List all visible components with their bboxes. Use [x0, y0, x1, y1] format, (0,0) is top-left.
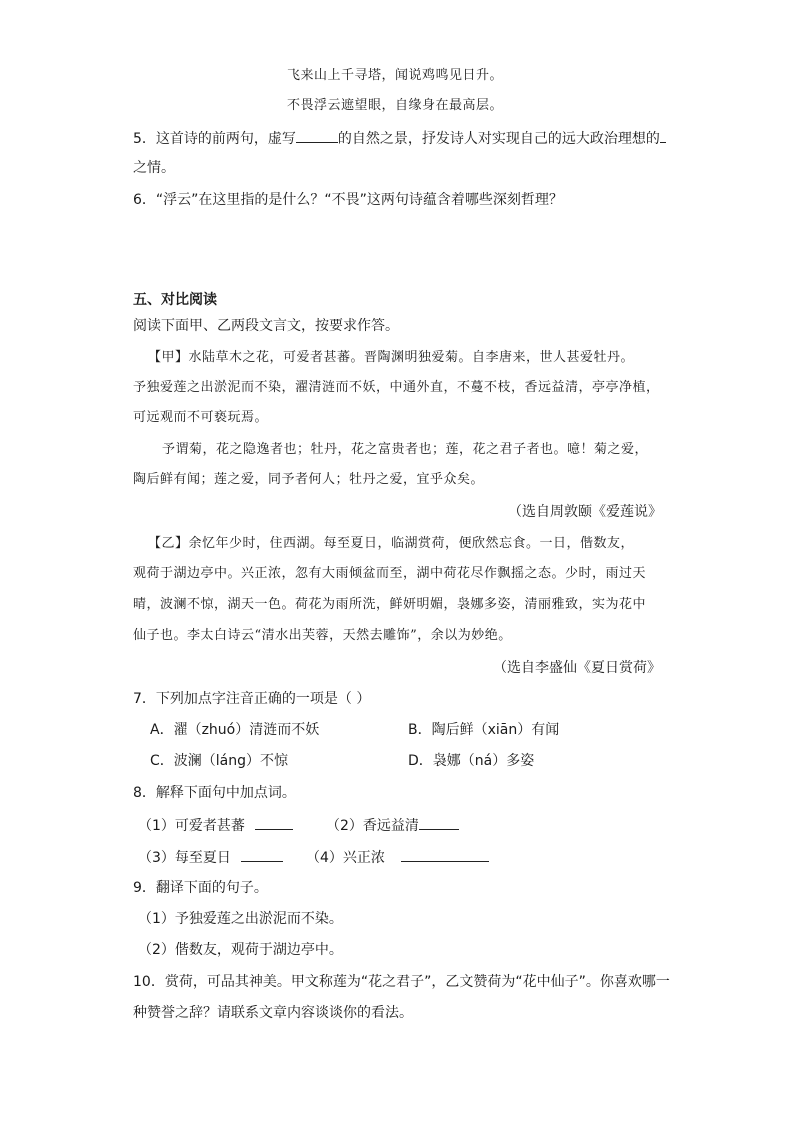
q7-option-c[interactable]: C．波澜（láng）不惊 — [150, 753, 289, 769]
q7-option-a[interactable]: A．濯（zhuó）清涟而不妖 — [150, 722, 320, 738]
q5-text-1: 5．这首诗的前两句，虚写 — [133, 131, 296, 147]
jia-line-1: 【甲】水陆草木之花，可爱者甚蕃。晋陶渊明独爱菊。自李唐来，世人甚爱牡丹。 — [148, 350, 635, 365]
q5-blank-1[interactable] — [296, 128, 338, 143]
yi-source: （选自李盛仙《夏日赏荷》 — [493, 660, 661, 676]
q8-blank-2[interactable] — [419, 815, 459, 830]
q5-blank-2[interactable] — [660, 128, 666, 143]
q7-option-d[interactable]: D．袅娜（ná）多姿 — [408, 753, 535, 769]
yi-line-3: 晴，波澜不惊，湖天一色。荷花为雨所洗，鲜妍明媚，袅娜多姿，清丽雅致，实为花中 — [133, 597, 647, 612]
q8-item-3 — [138, 847, 283, 868]
q7-option-b[interactable]: B．陶后鲜（xiān）有闻 — [408, 722, 560, 738]
question-5 — [133, 128, 666, 149]
question-8: 8．解释下面句中加点词。 — [133, 785, 296, 801]
q8-item-1 — [138, 815, 293, 836]
yi-line-2: 观荷于湖边亭中。兴正浓，忽有大雨倾盆而至，湖中荷花尽作飘摇之态。少时，雨过天 — [133, 566, 647, 581]
q8-item-4-text: （4）兴正浓 — [306, 850, 385, 866]
q9-item-2: （2）偕数友，观荷于湖边亭中。 — [138, 942, 343, 958]
jia-line-5: 陶后鲜有闻；莲之爱，同予者何人；牡丹之爱，宜乎众矣。 — [133, 472, 485, 487]
q5-text-2: 的自然之景，抒发诗人对实现自己的远大政治理想的 — [337, 131, 660, 147]
poem-line-2: 不畏浮云遮望眼，自缘身在最高层。 — [287, 98, 504, 113]
question-9: 9．翻译下面的句子。 — [133, 880, 268, 896]
question-7: 7．下列加点字注音正确的一项是（ ） — [133, 691, 371, 707]
q8-blank-3[interactable] — [241, 847, 283, 862]
jia-line-3: 可远观而不可亵玩焉。 — [133, 410, 269, 425]
yi-line-1: 【乙】余忆年少时，住西湖。每至夏日，临湖赏荷，便欣然忘食。一日，偕数友， — [148, 536, 635, 551]
q8-item-2 — [326, 815, 459, 836]
jia-line-2: 予独爱莲之出淤泥而不染，濯清涟而不妖，中通外直，不蔓不枝，香远益清，亭亭净植， — [133, 380, 660, 395]
q8-item-1-text: （1）可爱者甚蕃 — [138, 818, 245, 834]
section-instruction: 阅读下面甲、乙两段文言文，按要求作答。 — [133, 318, 399, 334]
q8-blank-4[interactable] — [401, 847, 489, 862]
q5-text-3: 之情。 — [133, 160, 175, 176]
jia-source: （选自周敦颐《爱莲说》 — [508, 504, 662, 520]
q8-item-2-text: （2）香远益清 — [326, 818, 419, 834]
q8-item-3-text: （3）每至夏日 — [138, 850, 231, 866]
section-title: 五、对比阅读 — [133, 292, 217, 308]
yi-line-4: 仙子也。李太白诗云“清水出芙蓉，天然去雕饰”，余以为妙绝。 — [133, 628, 512, 643]
q8-blank-1[interactable] — [255, 815, 293, 830]
poem-line-1: 飞来山上千寻塔，闻说鸡鸣见日升。 — [287, 68, 504, 83]
question-10-line-2: 种赞誉之辞？请联系文章内容谈谈你的看法。 — [133, 1005, 413, 1021]
jia-line-4: 予谓菊，花之隐逸者也；牡丹，花之富贵者也；莲，花之君子者也。噫！菊之爱， — [162, 442, 649, 457]
question-6: 6．“浮云”在这里指的是什么？“不畏”这两句诗蕴含着哪些深刻哲理？ — [133, 192, 563, 208]
q8-item-4 — [306, 847, 489, 868]
question-10-line-1: 10．赏荷，可品其神美。甲文称莲为“花之君子”，乙文赞荷为“花中仙子”。你喜欢哪一 — [133, 974, 670, 990]
q9-item-1: （1）予独爱莲之出淤泥而不染。 — [138, 911, 343, 927]
